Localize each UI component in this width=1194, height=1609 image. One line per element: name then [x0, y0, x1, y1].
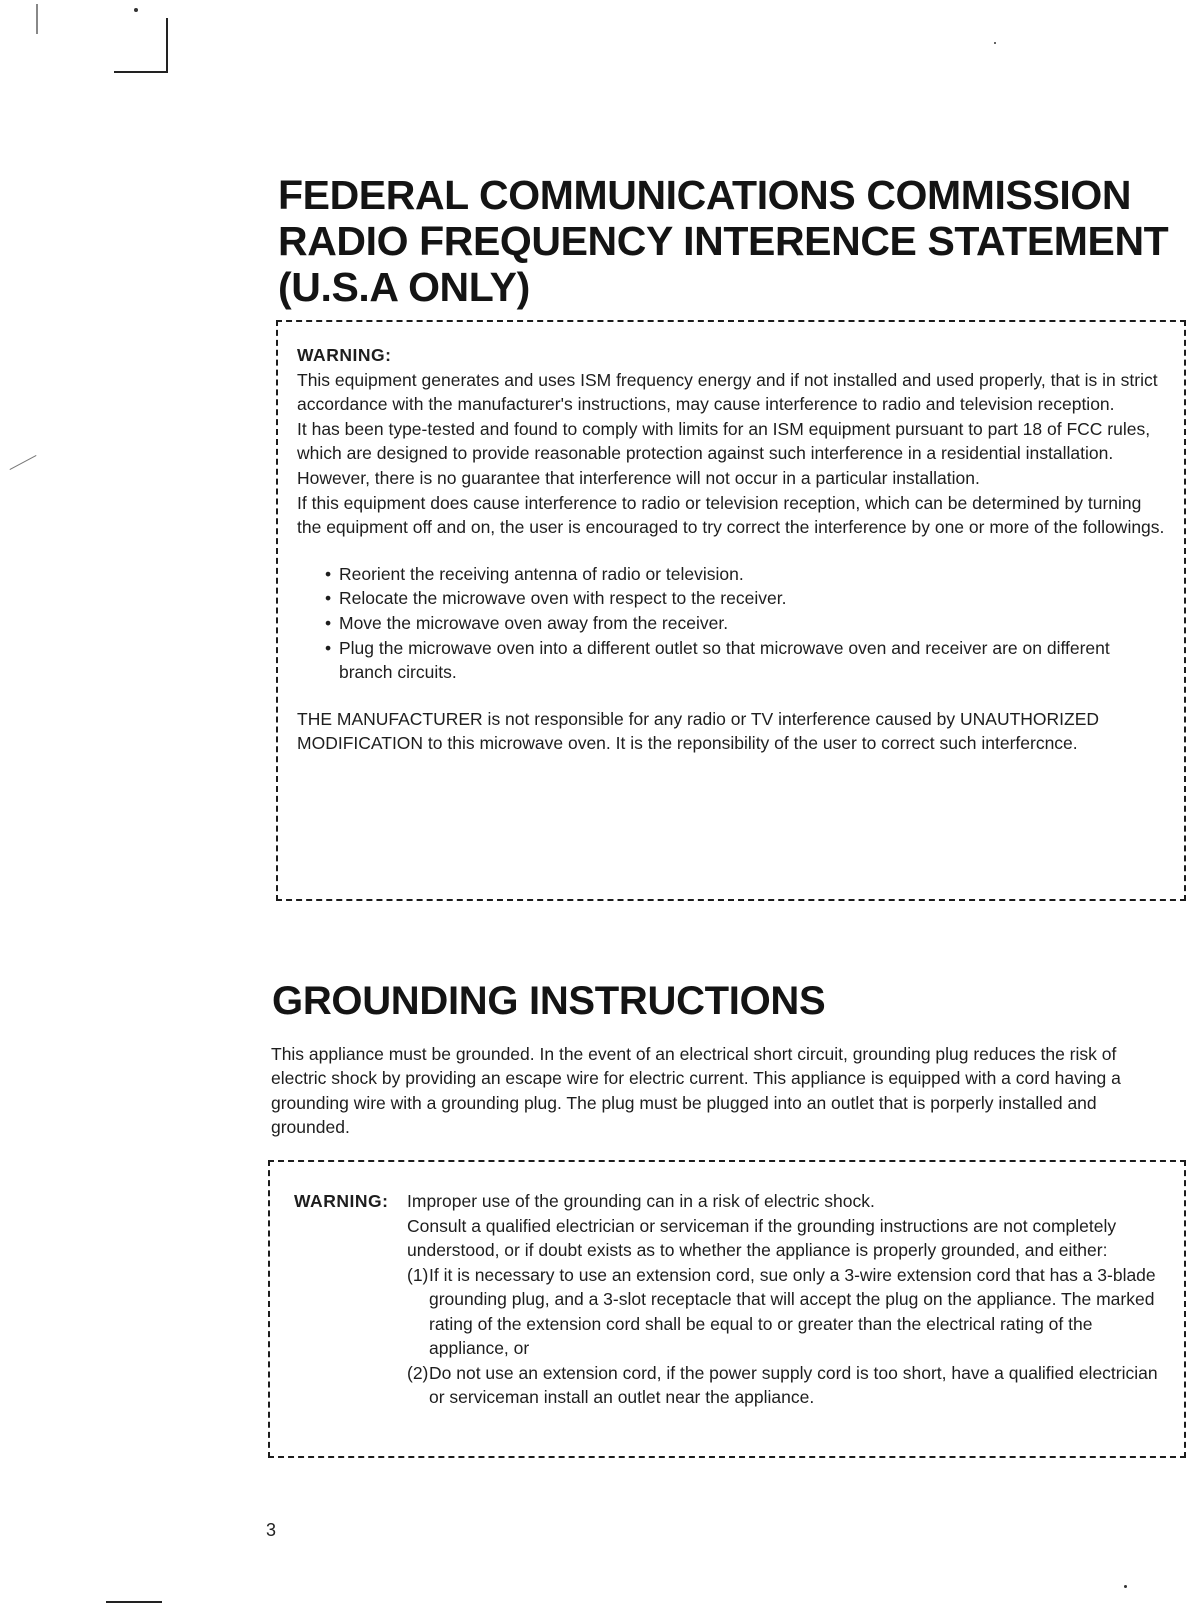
scan-speck [134, 8, 138, 12]
crop-mark-bottom [106, 1601, 162, 1603]
grounding-warning-detail: Consult a qualified electrician or serviceman if the grounding instructions are not completely understood, or if doubt exists as to whether the appliance is properly grounded, and either: [407, 1215, 1117, 1260]
grounding-item-text: If it is necessary to use an extension cord, sue only a 3-wire extension cord that has a 3-blade grounding plug, and a 3-slot receptacle that will accept the plug on the appliance. The marked rating of the extension cord shall be equal to or greater than the electrical rating of the appliance, or [429, 1264, 1156, 1358]
grounding-title: GROUNDING INSTRUCTIONS [272, 979, 826, 1023]
grounding-item [407, 1263, 1164, 1361]
fcc-paragraph: However, there is no guarantee that interference will not occur in a particular installation. [297, 467, 980, 488]
grounding-warning-lead: Improper use of the grounding can in a risk of electric shock. [407, 1191, 875, 1211]
list-item: • Relocate the microwave oven with respect to the receiver. [325, 586, 1167, 611]
grounding-item-number: (2) [407, 1362, 429, 1383]
fcc-title-line-2: RADIO FREQUENCY INTERENCE STATEMENT [278, 218, 1169, 264]
fcc-title [278, 172, 1178, 310]
crop-mark-horizontal [114, 71, 168, 73]
fcc-paragraph: If this equipment does cause interference to radio or television reception, which can be determined by turning the equipment off and on, the user is encouraged to try correct the interference by one or more of the followings. [297, 492, 1165, 538]
scan-speck [1124, 1585, 1127, 1588]
scan-speck-left [36, 4, 38, 34]
scan-speck [994, 42, 996, 44]
grounding-item-text: Do not use an extension cord, if the power supply cord is too short, have a qualified electrician or serviceman install an outlet near the appliance. [429, 1362, 1158, 1407]
grounding-warning-content [294, 1189, 1164, 1410]
list-item: • Reorient the receiving antenna of radio or television. [325, 562, 1167, 587]
grounding-warning-body [407, 1189, 1164, 1410]
fcc-paragraph: It has been type-tested and found to comply with limits for an ISM equipment pursuant to part 18 of FCC rules, which are designed to provide reasonable protection against such interference in a residential installation. [297, 418, 1151, 464]
list-item: • Plug the microwave oven into a different outlet so that microwave oven and receiver are on different branch circuits. [325, 636, 1167, 685]
fcc-closing-statement: THE MANUFACTURER is not responsible for any radio or TV interference caused by UNAUTHORIZED MODIFICATION to this microwave oven. It is the reponsibility of the user to correct such interfercnce. [297, 708, 1100, 754]
fcc-title-line-1: FEDERAL COMMUNICATIONS COMMISSION [278, 172, 1132, 218]
list-item: • Move the microwave oven away from the receiver. [325, 611, 1167, 636]
fcc-bullet-list [297, 562, 1167, 685]
grounding-item [407, 1361, 1164, 1410]
fcc-warning-content [297, 343, 1167, 756]
grounding-warning-label: WARNING: [294, 1191, 389, 1211]
grounding-intro: This appliance must be grounded. In the event of an electrical short circuit, grounding plug reduces the risk of electric shock by providing an escape wire for electric current. This appliance is equipped with a cord having a grounding wire with a grounding plug. The plug must be plugged into an outlet that is porperly installed and grounded. [271, 1044, 1121, 1138]
scan-streak [10, 455, 37, 470]
crop-mark-vertical [166, 18, 168, 72]
fcc-paragraph: This equipment generates and uses ISM frequency energy and if not installed and used properly, that is in strict accordance with the manufacturer's instructions, may cause interference to radio and television reception. [297, 369, 1158, 415]
grounding-item-number: (1) [407, 1264, 429, 1285]
fcc-warning-label: WARNING: [297, 345, 392, 365]
page-number: 3 [266, 1520, 277, 1540]
fcc-title-line-3: (U.S.A ONLY) [278, 264, 530, 310]
